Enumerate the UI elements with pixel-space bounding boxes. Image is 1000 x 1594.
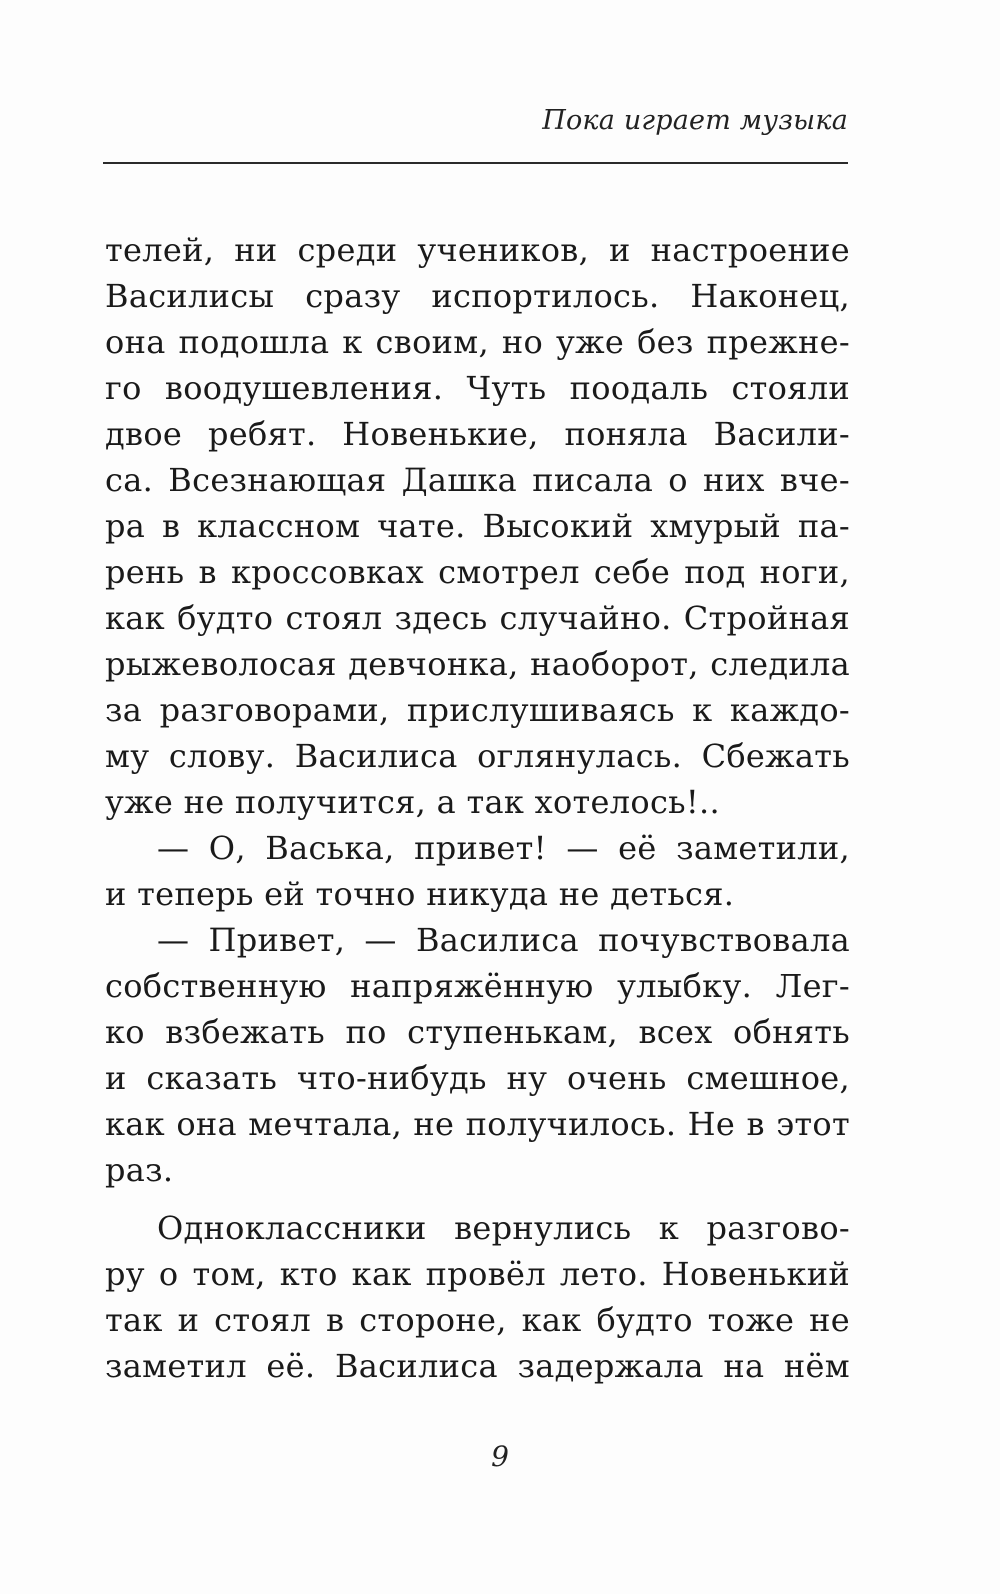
text-line: за разговорами, прислушиваясь к каждо- (105, 691, 850, 729)
text-line: как она мечтала, не получилось. Не в этот (105, 1105, 850, 1143)
text-line: го воодушевления. Чуть поодаль стояли (105, 369, 850, 407)
text-line: ра в классном чате. Высокий хмурый па- (105, 507, 850, 545)
page-number: 9 (491, 1440, 509, 1473)
text-line: и сказать что-нибудь ну очень смешное, (105, 1059, 850, 1097)
text-line: и теперь ей точно никуда не деться. (105, 875, 735, 913)
running-head: Пока играет музыка (542, 105, 848, 136)
text-line: му слову. Василиса оглянулась. Сбежать (105, 737, 850, 775)
paragraph (105, 1205, 850, 1389)
paragraph (105, 227, 850, 825)
text-line: так и стоял в стороне, как будто тоже не (105, 1301, 850, 1339)
text-line: собственную напряжённую улыбку. Лег- (105, 967, 850, 1005)
text-line: Одноклассники вернулись к разгово- (157, 1209, 850, 1247)
text-line: Василисы сразу испортилось. Наконец, (105, 277, 850, 315)
text-line: — Привет, — Василиса почувствовала (157, 921, 850, 959)
text-line: рыжеволосая девчонка, наоборот, следила (105, 645, 850, 683)
header-rule (103, 162, 848, 164)
paragraph-spacer (105, 1193, 850, 1205)
text-line: — О, Васька, привет! — её заметили, (157, 829, 850, 867)
text-line: рень в кроссовках смотрел себе под ноги, (105, 553, 850, 591)
text-line: двое ребят. Новенькие, поняла Васили- (105, 415, 850, 453)
text-line: как будто стоял здесь случайно. Стройная (105, 599, 850, 637)
text-line: раз. (105, 1151, 174, 1189)
text-line: ру о том, кто как провёл лето. Новенький (105, 1255, 850, 1293)
text-line: са. Всезнающая Дашка писала о них вче- (105, 461, 850, 499)
text-line: ко взбежать по ступенькам, всех обнять (105, 1013, 850, 1051)
text-line: телей, ни среди учеников, и настроение (105, 231, 850, 269)
paragraph (105, 825, 850, 917)
text-line: она подошла к своим, но уже без прежне- (105, 323, 850, 361)
text-line: заметил её. Василиса задержала на нём (105, 1347, 850, 1385)
paragraph (105, 917, 850, 1193)
body-text (105, 227, 850, 1389)
text-line: уже не получится, а так хотелось!.. (105, 783, 720, 821)
